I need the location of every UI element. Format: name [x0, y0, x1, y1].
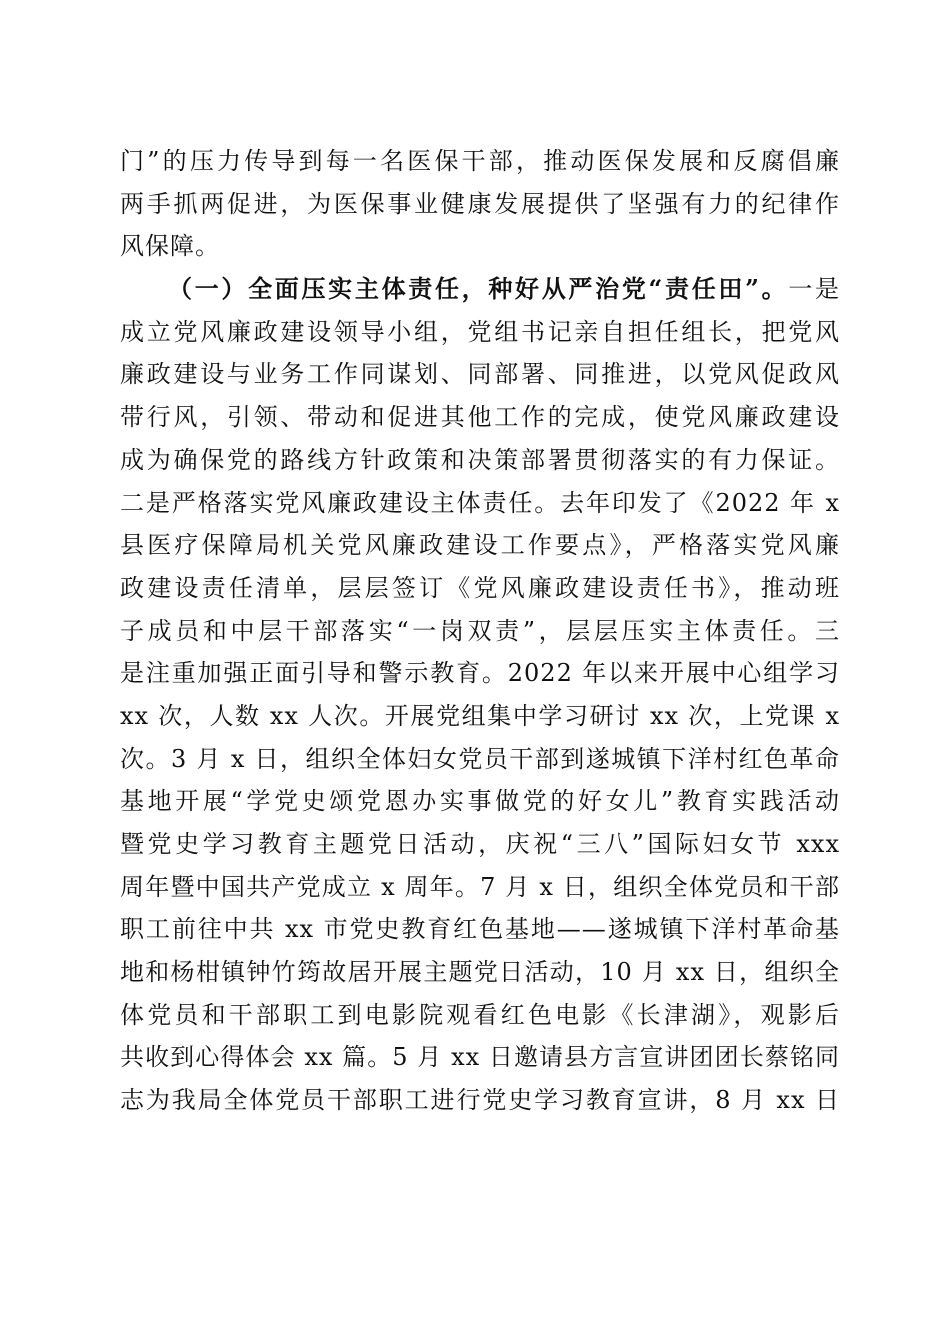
text-line: 二是严格落实党风廉政建设主体责任。去年印发了《2022 年 x [120, 488, 840, 517]
text-line: 门”的压力传导到每一名医保干部，推动医保发展和反腐倡廉 [120, 147, 840, 175]
text-line: 志为我局全体党员干部职工进行党史学习教育宣讲，8 月 xx 日 [120, 1086, 840, 1115]
text-span: 一是 [788, 275, 840, 304]
text-line: 共收到心得体会 xx 篇。5 月 xx 日邀请县方言宣讲团团长蔡铭同 [120, 1043, 840, 1072]
text-line: 暨党史学习教育主题党日活动，庆祝“三八”国际妇女节 xxx [120, 830, 840, 858]
text-line: 风保障。 [120, 232, 220, 261]
text-line: xx 次，人数 xx 人次。开展党组集中学习研讨 xx 次，上党课 x [120, 701, 840, 730]
document-body [120, 140, 840, 1122]
text-line: 体党员和干部职工到电影院观看红色电影《长津湖》，观影后 [120, 1000, 840, 1029]
text-line: 基地开展“学党史颂党恩办实事做党的好女儿”教育实践活动 [120, 787, 840, 816]
text-line: 两手抓两促进，为医保事业健康发展提供了坚强有力的纪律作 [120, 189, 840, 218]
section-heading-line [120, 268, 840, 311]
text-line: 次。3 月 x 日，组织全体妇女党员干部到遂城镇下洋村红色革命 [120, 744, 840, 773]
text-line: 廉政建设与业务工作同谋划、同部署、同推进，以党风促政风 [120, 360, 840, 389]
text-line: 政建设责任清单，层层签订《党风廉政建设责任书》，推动班 [120, 573, 840, 602]
text-line: 周年暨中国共产党成立 x 周年。7 月 x 日，组织全体党员和干部 [120, 872, 840, 901]
text-line: 地和杨柑镇钟竹筠故居开展主题党日活动，10 月 xx 日，组织全 [120, 958, 840, 987]
text-line: 带行风，引领、带动和促进其他工作的完成，使党风廉政建设 [120, 403, 840, 432]
text-line: 成为确保党的路线方针政策和决策部署贯彻落实的有力保证。 [120, 445, 840, 474]
text-line: 职工前往中共 xx 市党史教育红色基地——遂城镇下洋村革命基 [120, 915, 840, 944]
text-line: 是注重加强正面引导和警示教育。2022 年以来开展中心组学习 [120, 659, 840, 688]
text-line: 子成员和中层干部落实“一岗双责”，层层压实主体责任。三 [120, 616, 840, 645]
text-line: 成立党风廉政建设领导小组，党组书记亲自担任组长，把党风 [120, 317, 840, 346]
text-line: 县医疗保障局机关党风廉政建设工作要点》，严格落实党风廉 [120, 531, 840, 560]
section-heading: （一）全面压实主体责任，种好从严治党“责任田”。 [168, 274, 789, 304]
